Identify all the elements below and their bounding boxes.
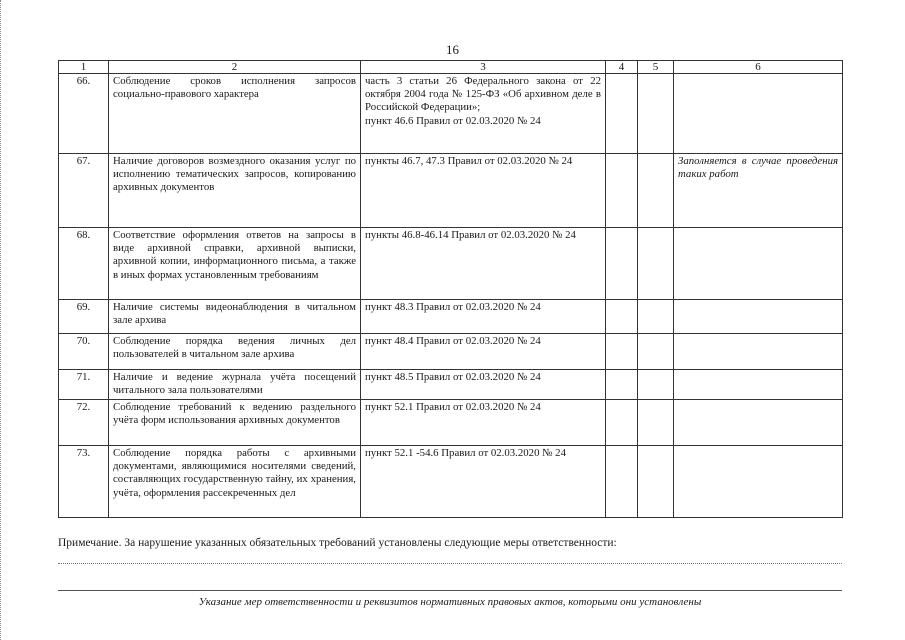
header-row — [59, 61, 843, 74]
header-col-6: 6 — [674, 61, 843, 74]
cell-col-5 — [638, 370, 674, 400]
header-col-2: 2 — [109, 61, 361, 74]
table-row — [59, 228, 843, 300]
requirement-text: Соблюдение порядка работы с архивными документами, являющимися носителями сведений, составляющих государственную тайну, их хранения, учёта, оформления рассекреченных дел — [109, 446, 361, 518]
remark-text: Примечание. За нарушение указанных обязательных требований установлены следующие меры ответственности: — [58, 537, 617, 549]
cell-col-4 — [606, 74, 638, 154]
table-row — [59, 74, 843, 154]
row-number: 68. — [59, 228, 109, 300]
cell-col-5 — [638, 74, 674, 154]
cell-col-5 — [638, 154, 674, 228]
requirement-text: Соблюдение порядка ведения личных дел пользователей в читальном зале архива — [109, 334, 361, 370]
header-col-5: 5 — [638, 61, 674, 74]
table-row — [59, 400, 843, 446]
note-cell — [674, 370, 843, 400]
note-cell — [674, 400, 843, 446]
row-number: 71. — [59, 370, 109, 400]
note-cell — [674, 334, 843, 370]
signature-line — [58, 590, 842, 591]
page-edge — [0, 0, 4, 640]
requirements-table — [58, 60, 843, 518]
header-col-4: 4 — [606, 61, 638, 74]
table-row — [59, 370, 843, 400]
table-row — [59, 154, 843, 228]
cell-col-4 — [606, 400, 638, 446]
cell-col-5 — [638, 446, 674, 518]
cell-col-4 — [606, 228, 638, 300]
note-cell — [674, 228, 843, 300]
row-number: 73. — [59, 446, 109, 518]
page-number: 16 — [446, 42, 459, 57]
line-caption: Указание мер ответственности и реквизитов нормативных правовых актов, которыми они установлены — [198, 596, 702, 608]
row-number: 66. — [59, 74, 109, 154]
legal-reference — [361, 74, 606, 154]
cell-col-4 — [606, 334, 638, 370]
table-row — [59, 446, 843, 518]
row-number: 70. — [59, 334, 109, 370]
cell-col-4 — [606, 370, 638, 400]
requirement-text: Наличие договоров возмездного оказания услуг по исполнению тематических запросов, копированию архивных документов — [109, 154, 361, 228]
requirement-text: Соответствие оформления ответов на запросы в виде архивной справки, архивной выписки, архивной копии, информационного письма, а также в иных формах установленным требованиям — [109, 228, 361, 300]
legal-reference: пункт 52.1 -54.6 Правил от 02.03.2020 № 24 — [361, 446, 606, 518]
legal-reference: пункт 48.5 Правил от 02.03.2020 № 24 — [361, 370, 606, 400]
requirement-text: Соблюдение сроков исполнения запросов социально-правового характера — [109, 74, 361, 154]
cell-col-5 — [638, 300, 674, 334]
note-cell — [674, 300, 843, 334]
header-col-1: 1 — [59, 61, 109, 74]
cell-col-4 — [606, 154, 638, 228]
legal-reference: пункт 48.3 Правил от 02.03.2020 № 24 — [361, 300, 606, 334]
legal-reference-text: часть 3 статьи 26 Федерального закона от 22 октября 2004 года № 125-ФЗ «Об архивном деле в Российской Федерации»; пункт 46.6 Правил от 02.03.2020 № 24 — [365, 75, 601, 127]
note-cell — [674, 74, 843, 154]
cell-col-4 — [606, 446, 638, 518]
table-row — [59, 334, 843, 370]
cell-col-5 — [638, 400, 674, 446]
row-number: 72. — [59, 400, 109, 446]
requirement-text: Наличие и ведение журнала учёта посещений читального зала пользователями — [109, 370, 361, 400]
table-row — [59, 300, 843, 334]
requirement-text: Соблюдение требований к ведению раздельного учёта форм использования архивных документов — [109, 400, 361, 446]
cell-col-5 — [638, 334, 674, 370]
note-cell: Заполняется в случае проведения таких работ — [674, 154, 843, 228]
note-cell — [674, 446, 843, 518]
header-col-3: 3 — [361, 61, 606, 74]
legal-reference: пункт 48.4 Правил от 02.03.2020 № 24 — [361, 334, 606, 370]
requirement-text: Наличие системы видеонаблюдения в читальном зале архива — [109, 300, 361, 334]
cell-col-4 — [606, 300, 638, 334]
legal-reference: пункты 46.8-46.14 Правил от 02.03.2020 № 24 — [361, 228, 606, 300]
row-number: 69. — [59, 300, 109, 334]
fill-in-line — [58, 563, 842, 564]
legal-reference: пункты 46.7, 47.3 Правил от 02.03.2020 № 24 — [361, 154, 606, 228]
legal-reference: пункт 52.1 Правил от 02.03.2020 № 24 — [361, 400, 606, 446]
cell-col-5 — [638, 228, 674, 300]
row-number: 67. — [59, 154, 109, 228]
